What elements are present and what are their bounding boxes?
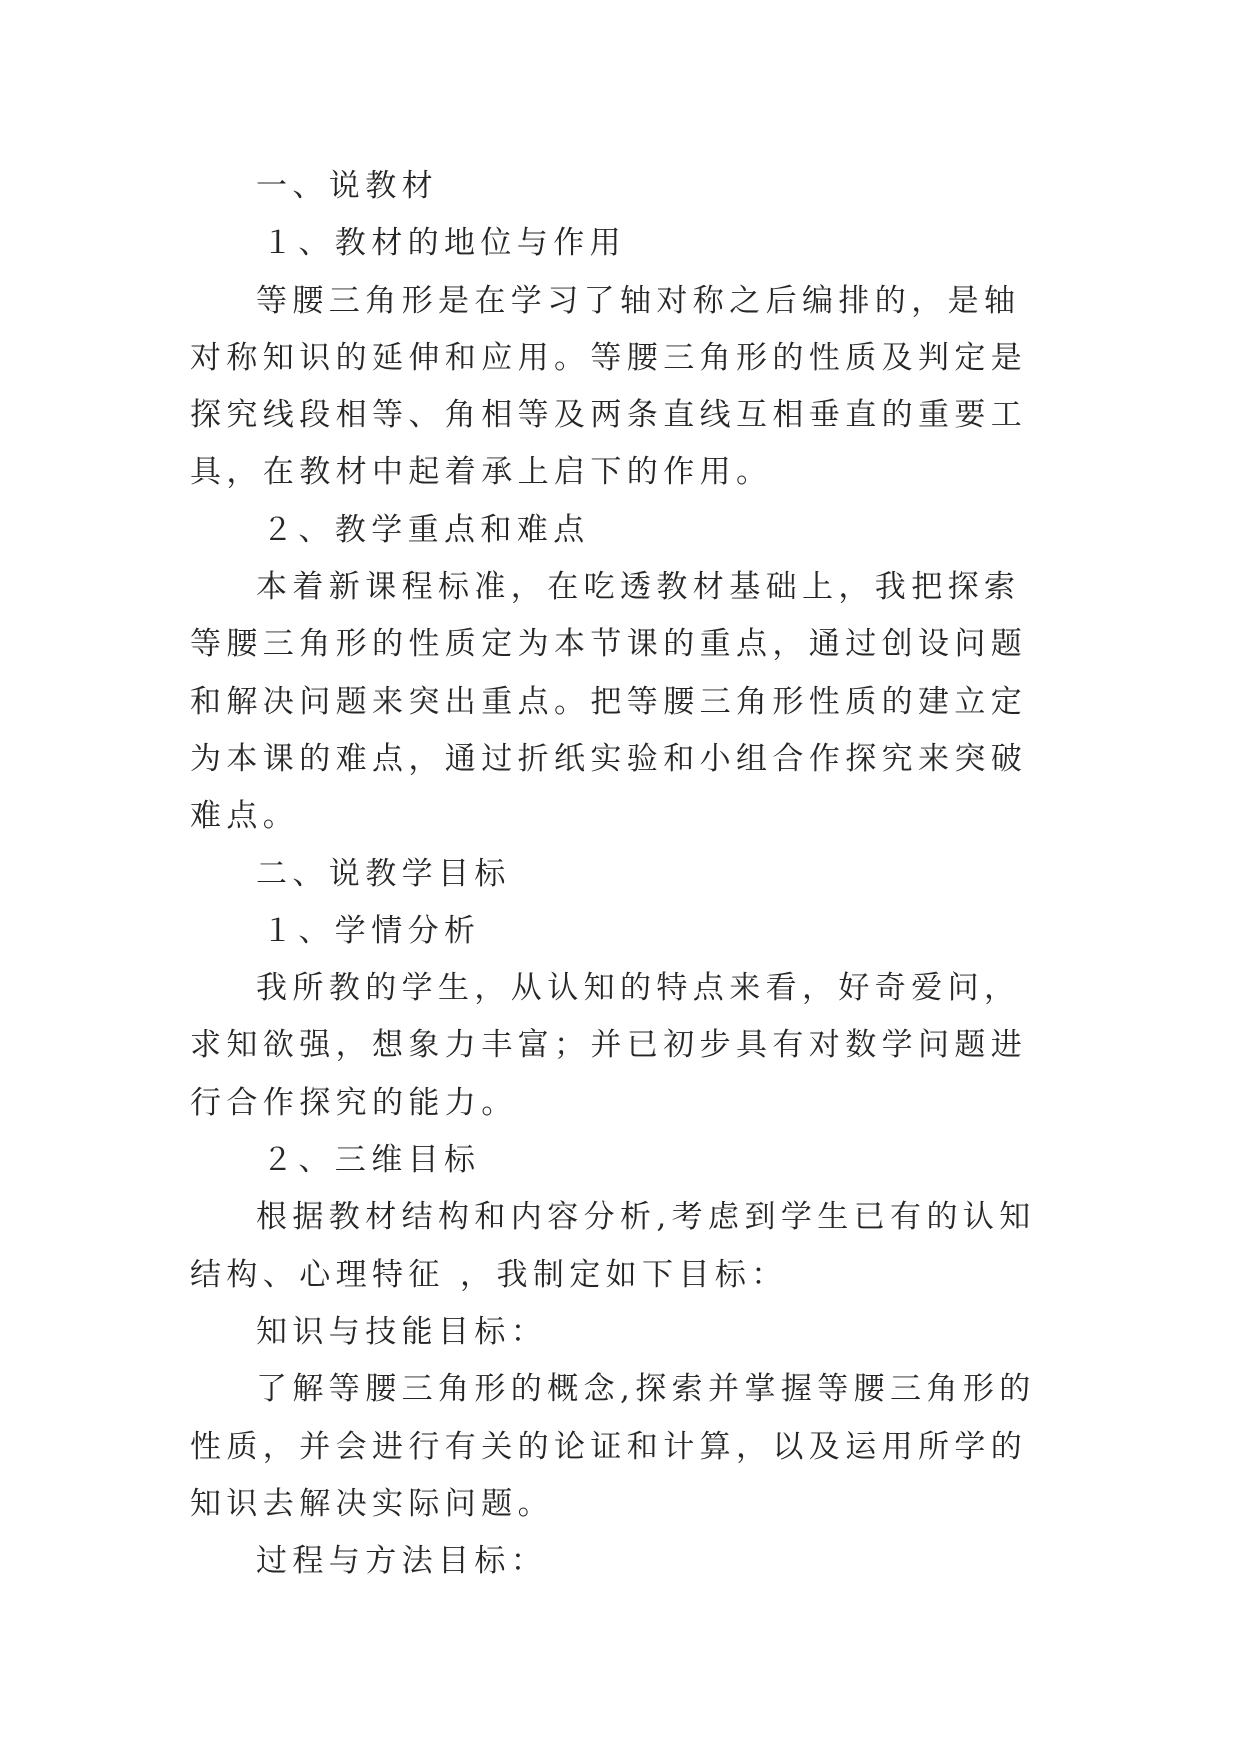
subsection-heading-1-2: ２、教学重点和难点 <box>262 511 590 548</box>
body-paragraph: 我所教的学生，从认知的特点来看，好奇爱问，求知欲强，想象力丰富；并已初步具有对数学问题进行合作探究的能力。 <box>190 970 1028 1121</box>
body-paragraph: 本着新课程标准，在吃透教材基础上，我把探索等腰三角形的性质定为本节课的重点，通过创设问题和解决问题来突出重点。把等腰三角形性质的建立定为本课的难点，通过折纸实验和小组合作探究来突破难点。 <box>190 569 1028 835</box>
subsection-heading-2-2: ２、三维目标 <box>262 1142 481 1179</box>
subsection-heading-2-1: １、学情分析 <box>262 912 481 949</box>
goal-label-process: 过程与方法目标： <box>256 1543 548 1580</box>
goal-label-knowledge: 知识与技能目标： <box>256 1313 548 1350</box>
body-paragraph: 根据教材结构和内容分析,考虑到学生已有的认知结构、心理特征 ，我制定如下目标： <box>190 1199 1036 1293</box>
subsection-heading-1-1: １、教材的地位与作用 <box>262 225 626 262</box>
body-paragraph: 等腰三角形是在学习了轴对称之后编排的，是轴对称知识的延伸和应用。等腰三角形的性质及判定是探究线段相等、角相等及两条直线互相垂直的重要工具，在教材中起着承上启下的作用。 <box>190 282 1028 491</box>
section-heading-1: 一、说教材 <box>256 168 438 204</box>
document-body <box>190 158 1050 1590</box>
body-paragraph: 了解等腰三角形的概念,探索并掌握等腰三角形的性质，并会进行有关的论证和计算，以及运用所学的知识去解决实际问题。 <box>190 1371 1036 1522</box>
section-heading-2: 二、说教学目标 <box>256 855 511 892</box>
